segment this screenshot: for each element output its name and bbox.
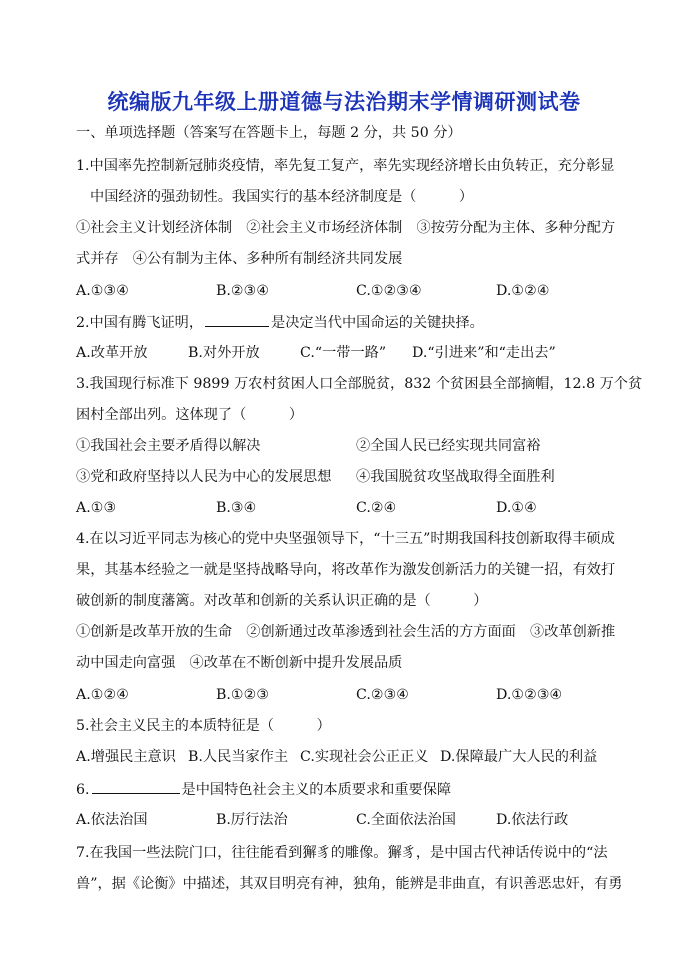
q3-option-c: C.②④ bbox=[356, 500, 397, 516]
q5-option-b: B.人民当家作主 bbox=[188, 749, 289, 765]
q4-option-c: C.②③④ bbox=[356, 687, 410, 703]
q3-option-d: D.①④ bbox=[496, 500, 537, 516]
q4-statements-line2: 动中国走向富强 ④改革在不断创新中提升发展品质 bbox=[76, 655, 403, 671]
q2-option-d: D.“引进来”和“走出去” bbox=[412, 345, 556, 361]
q3-option-b: B.③④ bbox=[216, 500, 257, 516]
section-heading: 一、单项选择题（答案写在答题卡上，每题 2 分，共 50 分） bbox=[76, 125, 462, 141]
q3-statement-2: ②全国人民已经实现共同富裕 bbox=[356, 438, 541, 454]
q6-option-a: A.依法治国 bbox=[76, 812, 148, 828]
q3-option-a: A.①③ bbox=[76, 500, 117, 516]
q5-option-d: D.保障最广大人民的利益 bbox=[440, 749, 598, 765]
q6-answer-blank bbox=[92, 779, 180, 794]
q3-stem-line1: 3.我国现行标准下 9899 万农村贫困人口全部脱贫，832 个贫困县全部摘帽，12.8 万个贫 bbox=[76, 376, 643, 392]
q3-statement-4: ④我国脱贫攻坚战取得全面胜利 bbox=[356, 469, 555, 485]
exam-title: 统编版九年级上册道德与法治期末学情调研测试卷 bbox=[107, 90, 581, 114]
q6-stem-suffix: 是中国特色社会主义的本质要求和重要保障 bbox=[181, 782, 452, 798]
q6-option-c: C.全面依法治国 bbox=[356, 812, 456, 828]
q4-stem-line1: 4.在以习近平同志为核心的党中央坚强领导下，“十三五”时期我国科技创新取得丰硕成 bbox=[76, 531, 615, 547]
q4-option-b: B.①②③ bbox=[216, 687, 270, 703]
q1-stem-line1: 1.中国率先控制新冠肺炎疫情，率先复工复产，率先实现经济增长由负转正，充分彰显 bbox=[76, 158, 615, 174]
q5-option-a: A.增强民主意识 bbox=[76, 749, 176, 765]
q6-option-b: B.厉行法治 bbox=[216, 812, 288, 828]
q2-answer-blank bbox=[205, 312, 269, 327]
q7-stem-line2: 兽”，据《论衡》中描述，其双目明亮有神，独角，能辨是非曲直，有识善恶忠奸，有勇 bbox=[76, 876, 623, 892]
q5-stem: 5.社会主义民主的本质特征是（ ） bbox=[76, 718, 331, 734]
q3-statement-1: ①我国社会主要矛盾得以解决 bbox=[76, 438, 261, 454]
q3-statement-3: ③党和政府坚持以人民为中心的发展思想 bbox=[76, 469, 332, 485]
q2-option-b: B.对外开放 bbox=[188, 345, 260, 361]
q3-stem-line2: 困村全部出列。这体现了（ ） bbox=[76, 407, 304, 423]
q4-option-a: A.①②④ bbox=[76, 687, 129, 703]
q6-option-d: D.依法行政 bbox=[496, 812, 569, 828]
q2-option-a: A.改革开放 bbox=[76, 345, 148, 361]
q4-stem-line3: 破创新的制度藩篱。对改革和创新的关系认识正确的是（ ） bbox=[76, 593, 488, 609]
q2-stem bbox=[76, 312, 618, 333]
q6-stem-prefix: 6. bbox=[76, 782, 90, 798]
q1-option-a: A.①③④ bbox=[76, 283, 129, 299]
q7-stem-line1: 7.在我国一些法院门口，往往能看到獬豸的雕像。獬豸，是中国古代神话传说中的“法 bbox=[76, 845, 608, 861]
q1-statements-line1: ①社会主义计划经济体制 ②社会主义市场经济体制 ③按劳分配为主体、多种分配方 bbox=[76, 220, 616, 236]
q4-option-d: D.①②③④ bbox=[496, 687, 563, 703]
q1-option-c: C.①②③④ bbox=[356, 283, 422, 299]
q1-statements-line2: 式并存 ④公有制为主体、多种所有制经济共同发展 bbox=[76, 251, 403, 267]
q4-stem-line2: 果，其基本经验之一就是坚持战略导向，将改革作为激发创新活力的关键一招，有效打 bbox=[76, 562, 616, 578]
q4-statements-line1: ①创新是改革开放的生命 ②创新通过改革渗透到社会生活的方方面面 ③改革创新推 bbox=[76, 624, 616, 640]
q1-stem-line2: 中国经济的强劲韧性。我国实行的基本经济制度是（ ） bbox=[90, 189, 474, 205]
q2-stem-suffix: 是决定当代中国命运的关键抉择。 bbox=[271, 315, 484, 331]
q1-option-d: D.①②④ bbox=[496, 283, 550, 299]
q6-stem bbox=[76, 779, 618, 800]
q2-stem-prefix: 2.中国有腾飞证明， bbox=[76, 315, 204, 331]
q5-option-c: C.实现社会公正正义 bbox=[300, 749, 429, 765]
q2-option-c: C.“一带一路” bbox=[300, 345, 387, 361]
q1-option-b: B.②③④ bbox=[216, 283, 270, 299]
